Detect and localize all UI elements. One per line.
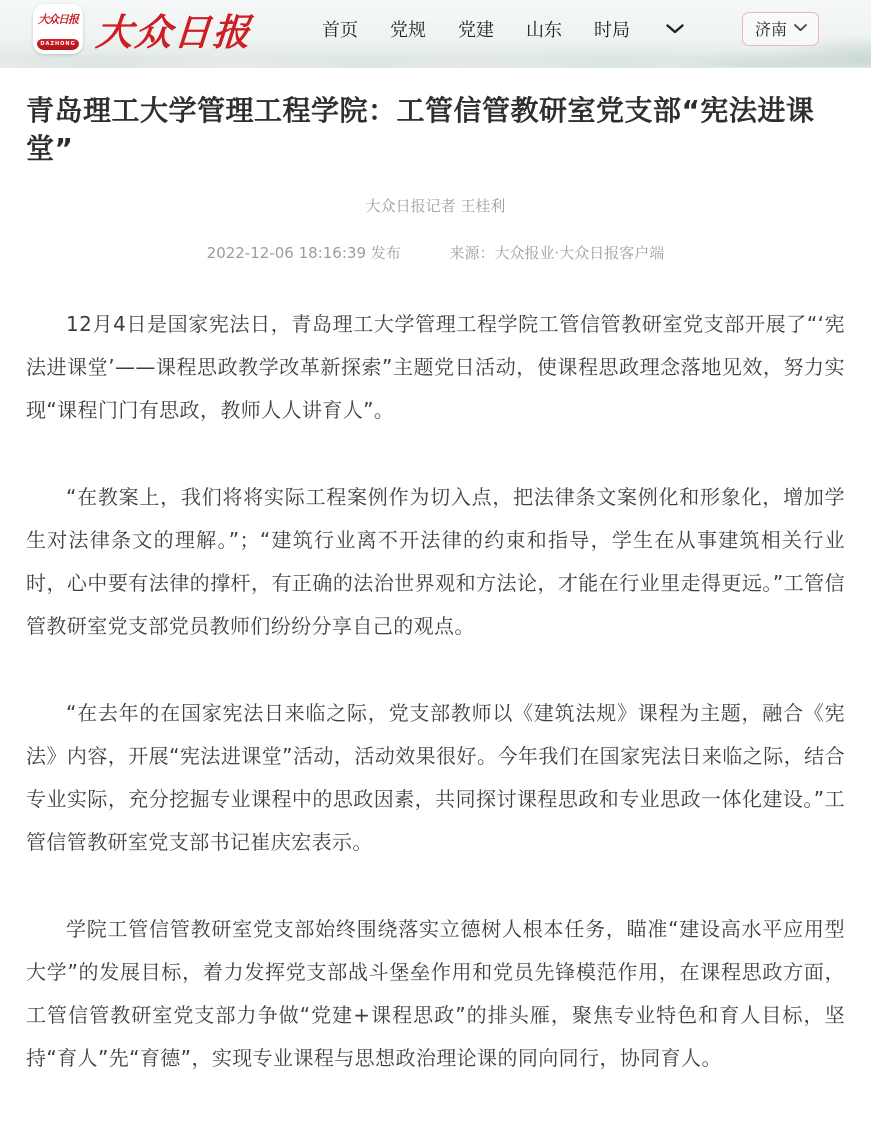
city-selector[interactable]: [742, 12, 819, 46]
nav-more-button[interactable]: [666, 24, 684, 34]
site-header: [0, 0, 871, 68]
city-selector-value: 济南: [755, 19, 788, 39]
article-meta: [26, 242, 845, 263]
chevron-down-icon: [794, 24, 807, 32]
site-logo[interactable]: [33, 2, 252, 56]
article-body: [26, 303, 845, 1080]
chevron-down-icon: [666, 24, 684, 34]
article-byline: 大众日报记者 王桂利: [365, 196, 506, 215]
article-paragraph: “在教案上，我们将将实际工程案例作为切入点，把法律条文案例化和形象化，增加学生对法律条文的理解。”；“建筑行业离不开法律的约束和指导，学生在从事建筑相关行业时，心中要有法律的撑杆，有正确的法治世界观和方法论，才能在行业里走得更远。”工管信管教研室党支部党员教师们纷纷分享自己的观点。: [26, 484, 845, 638]
nav-item-shandong[interactable]: 山东: [526, 19, 562, 41]
nav-item-current-affairs[interactable]: 时局: [594, 19, 630, 41]
main-nav: [322, 12, 819, 46]
publish-time: 2022-12-06 18:16:39 发布: [206, 243, 401, 262]
article-page: [0, 92, 871, 1080]
article-source: 来源：大众报业·大众日报客户端: [449, 243, 665, 262]
app-icon-wordmark: 大众日报: [38, 12, 78, 26]
nav-item-party-building[interactable]: 党建: [458, 19, 494, 41]
article-paragraph: 12月4日是国家宪法日，青岛理工大学管理工程学院工管信管教研室党支部开展了“‘宪法进课堂’——课程思政教学改革新探索”主题党日活动，使课程思政理念落地见效，努力实现“课程门门有思政，教师人人讲育人”。: [26, 311, 845, 422]
article-title: 青岛理工大学管理工程学院：工管信管教研室党支部“宪法进课堂”: [26, 94, 815, 165]
article-paragraph: “在去年的在国家宪法日来临之际，党支部教师以《建筑法规》课程为主题，融合《宪法》内容，开展“宪法进课堂”活动，活动效果很好。今年我们在国家宪法日来临之际，结合专业实际，充分挖掘专业课程中的思政因素，共同探讨课程思政和专业思政一体化建设。”工管信管教研室党支部书记崔庆宏表示。: [26, 700, 845, 854]
article-paragraph: 学院工管信管教研室党支部始终围绕落实立德树人根本任务，瞄准“建设高水平应用型大学”的发展目标，着力发挥党支部战斗堡垒作用和党员先锋模范作用，在课程思政方面，工管信管教研室党支部力争做“党建+课程思政”的排头雁，聚焦专业特色和育人目标，坚持“育人”先“育德”，实现专业课程与思想政治理论课的同向同行，协同育人。: [26, 916, 845, 1070]
nav-item-party-rules[interactable]: 党规: [390, 19, 426, 41]
brand-wordmark: 大众日报: [94, 9, 254, 54]
nav-item-home[interactable]: 首页: [322, 19, 358, 41]
dazhong-app-icon: [33, 4, 83, 54]
app-icon-badge: DAZHONG: [37, 39, 79, 50]
